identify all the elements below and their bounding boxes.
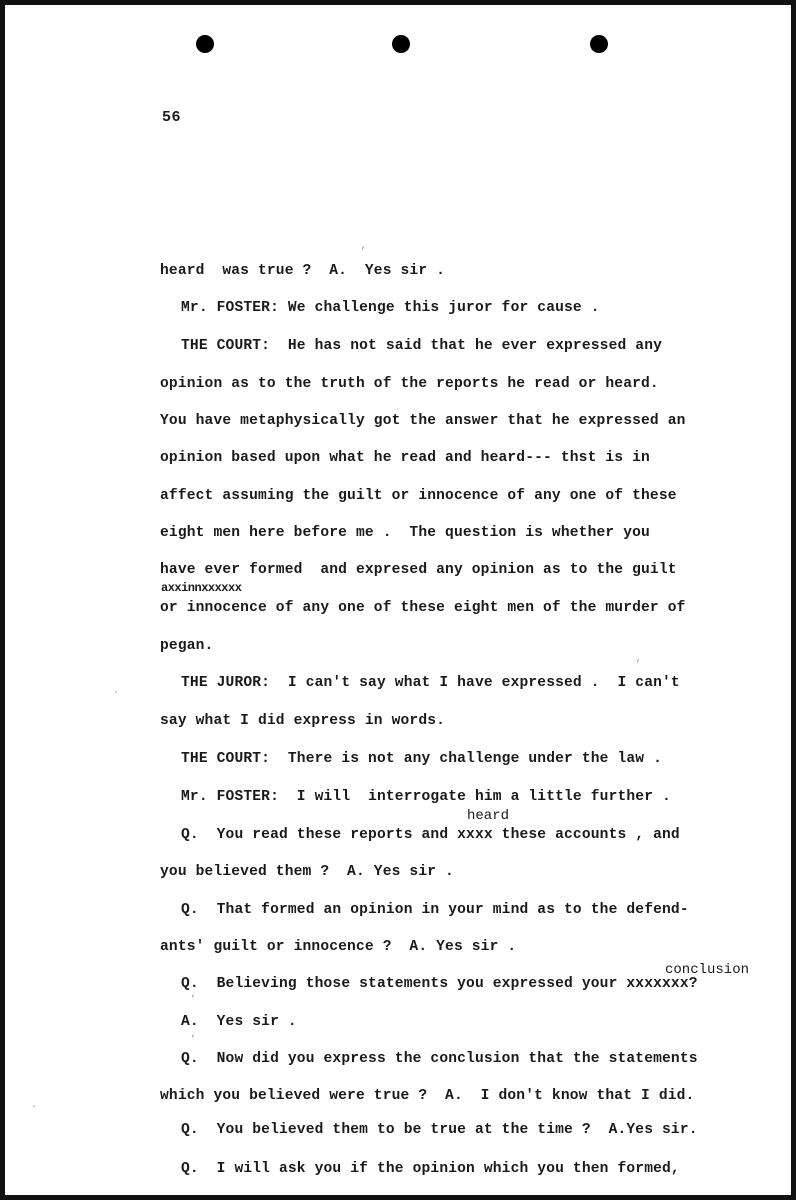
stray-mark: · — [31, 1102, 38, 1113]
page-number: 56 — [162, 109, 182, 126]
transcript-line: opinion based upon what he read and heard--- thst is in — [160, 450, 650, 466]
transcript-line: Q. You read these reports and xxxx these accounts , and — [181, 827, 680, 843]
punch-hole-left — [196, 35, 214, 53]
transcript-line: You have metaphysically got the answer that he expressed an — [160, 413, 686, 429]
transcript-line: or innocence of any one of these eight men of the murder of — [160, 600, 686, 616]
transcript-line: Q. Now did you express the conclusion that the statements — [181, 1051, 698, 1067]
transcript-line: THE COURT: There is not any challenge under the law . — [181, 751, 663, 767]
transcript-line: pegan. — [160, 638, 214, 654]
transcript-line: Q. You believed them to be true at the time ? A.Yes sir. — [181, 1122, 698, 1138]
transcript-line: opinion as to the truth of the reports he read or heard. — [160, 376, 659, 392]
stray-mark: ’ — [360, 247, 367, 258]
transcript-line: you believed them ? A. Yes sir . — [160, 864, 454, 880]
transcript-line: Q. Believing those statements you expressed your xxxxxxx? — [181, 976, 698, 992]
transcript-line: affect assuming the guilt or innocence of any one of these — [160, 488, 677, 504]
transcript-line: say what I did express in words. — [160, 713, 446, 729]
transcript-line: A. Yes sir . — [181, 1014, 297, 1030]
transcript-line: have ever formed and expresed any opinion as to the guilt — [160, 562, 677, 578]
punch-hole-center — [392, 35, 410, 53]
struck-text: axxinnxxxxxx — [161, 581, 242, 595]
handwritten-insertion: heard — [467, 808, 510, 824]
transcript-line: THE JUROR: I can't say what I have expressed . I can't — [181, 675, 680, 691]
punch-hole-right — [590, 35, 608, 53]
stray-mark: · — [113, 688, 120, 699]
stray-mark: ’ — [635, 660, 642, 671]
transcript-line: eight men here before me . The question is whether you — [160, 525, 650, 541]
handwritten-insertion: conclusion — [665, 962, 750, 978]
stray-mark: ’ — [190, 995, 197, 1006]
transcript-line: Q. I will ask you if the opinion which you then formed, — [181, 1161, 680, 1177]
transcript-line: Mr. FOSTER: We challenge this juror for cause . — [181, 300, 600, 316]
transcript-line: which you believed were true ? A. I don't know that I did. — [160, 1088, 695, 1104]
transcript-line: heard was true ? A. Yes sir . — [160, 263, 446, 279]
transcript-line: ants' guilt or innocence ? A. Yes sir . — [160, 939, 517, 955]
transcript-line: Q. That formed an opinion in your mind as to the defend- — [181, 902, 689, 918]
transcript-line: Mr. FOSTER: I will interrogate him a little further . — [181, 789, 671, 805]
stray-mark: ’ — [190, 1035, 197, 1046]
transcript-line: THE COURT: He has not said that he ever expressed any — [181, 338, 663, 354]
